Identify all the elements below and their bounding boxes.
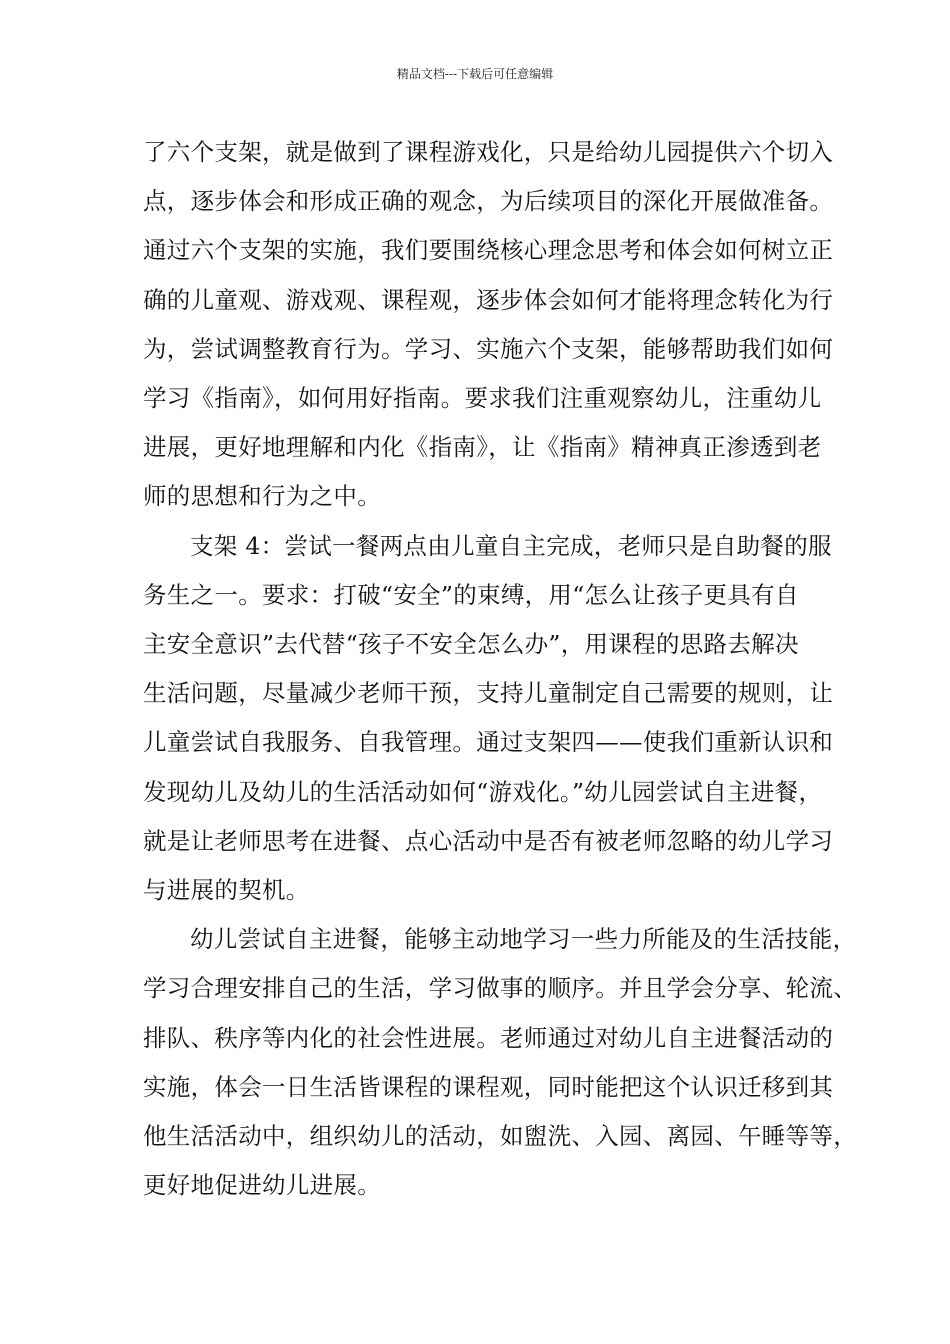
text-line: 实施，体会一日生活皆课程的课程观，同时能把这个认识迁移到其 (143, 1072, 834, 1101)
text-line: 为，尝试调整教育行为。学习、实施六个支架，能够帮助我们如何 (143, 334, 834, 363)
text-line: 幼儿尝试自主进餐，能够主动地学习一些力所能及的生活技能， (190, 925, 857, 954)
paragraph-2 (143, 522, 834, 916)
text-line: 与进展的契机。 (143, 876, 310, 905)
text-line: 通过六个支架的实施，我们要围绕核心理念思考和体会如何树立正 (143, 236, 834, 265)
paragraph-1 (143, 128, 834, 522)
text-line: 学习合理安排自己的生活，学习做事的顺序。并且学会分享、轮流、 (143, 974, 857, 1003)
text-line: 更好地促进幼儿进展。 (143, 1171, 381, 1200)
text-line: 师的思想和行为之中。 (143, 482, 381, 511)
text-line: 学习《指南》，如何用好指南。要求我们注重观察幼儿，注重幼儿 (143, 384, 822, 413)
document-body (143, 128, 857, 1210)
text-line: 儿童尝试自我服务、自我管理。通过支架四——使我们重新认识和 (143, 728, 834, 757)
text-line: 主安全意识”去代替“孩子不安全怎么办”，用课程的思路去解决 (143, 630, 799, 659)
text-line: 点，逐步体会和形成正确的观念，为后续项目的深化开展做准备。 (143, 187, 834, 216)
text-line: 确的儿童观、游戏观、课程观，逐步体会如何才能将理念转化为行 (143, 285, 834, 314)
page-header: 精品文档---下载后可任意编辑 (396, 67, 554, 81)
paragraph-3 (143, 915, 857, 1210)
text-line: 发现幼儿及幼儿的生活活动如何“游戏化。”幼儿园尝试自主进餐， (143, 777, 823, 806)
text-line: 务生之一。要求：打破“安全”的束缚，用“怎么让孩子更具有自 (143, 580, 799, 609)
text-line: 生活问题，尽量减少老师干预，支持儿童制定自己需要的规则，让 (143, 679, 834, 708)
text-line: 进展，更好地理解和内化《指南》，让《指南》精神真正渗透到老 (143, 433, 822, 462)
text-line: 支架 4：尝试一餐两点由儿童自主完成，老师只是自助餐的服 (190, 531, 832, 560)
text-line: 他生活活动中，组织幼儿的活动，如盥洗、入园、离园、午睡等等， (143, 1122, 857, 1151)
text-line: 了六个支架，就是做到了课程游戏化，只是给幼儿园提供六个切入 (143, 138, 834, 166)
text-line: 就是让老师思考在进餐、点心活动中是否有被老师忽略的幼儿学习 (143, 826, 834, 855)
text-line: 排队、秩序等内化的社会性进展。老师通过对幼儿自主进餐活动的 (143, 1023, 834, 1052)
